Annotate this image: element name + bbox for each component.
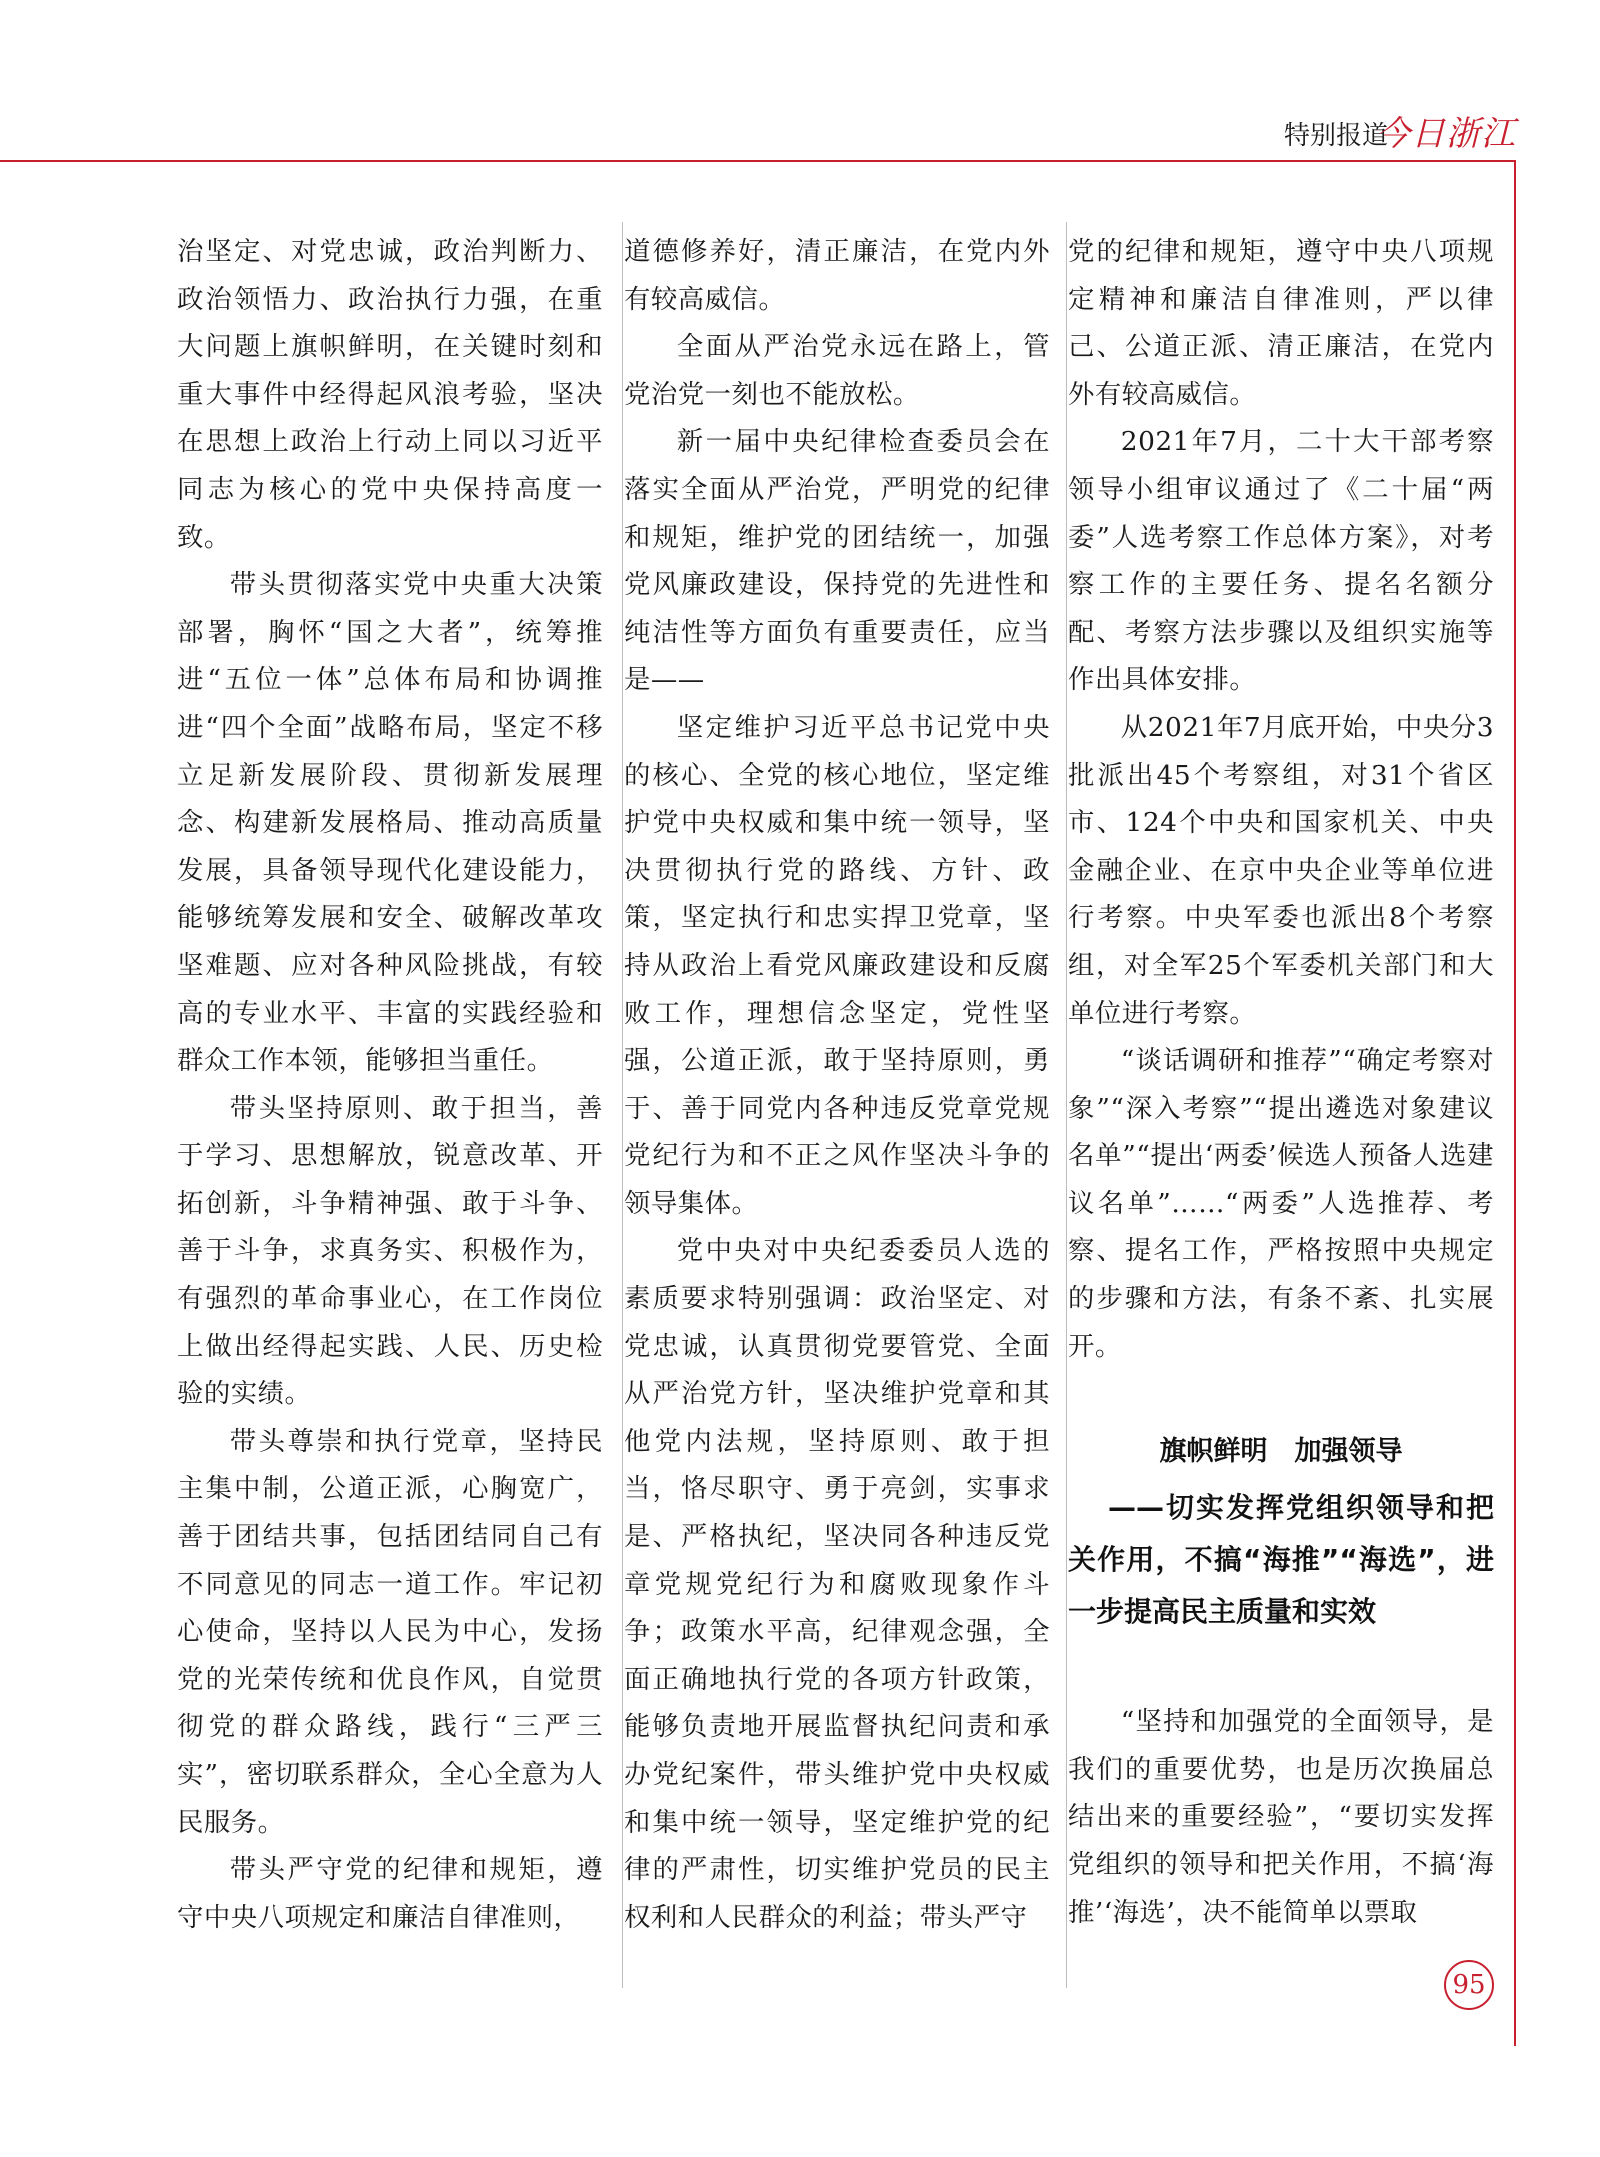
column-divider-1 bbox=[622, 222, 623, 1988]
text-column-1 bbox=[177, 228, 603, 1941]
page-header bbox=[0, 0, 1600, 170]
magazine-logo: 今日浙江 bbox=[1376, 114, 1516, 154]
paragraph: 带头坚持原则、敢于担当，善于学习、思想解放，锐意改革、开拓创新，斗争精神强、敢于斗争、善于斗争，求真务实、积极作为，有强烈的革命事业心，在工作岗位上做出经得起实践、人民、历史检验的实绩。 bbox=[177, 1092, 603, 1410]
page-number: 95 bbox=[1444, 1960, 1494, 2010]
paragraph: 带头严守党的纪律和规矩，遵守中央八项规定和廉洁自律准则， bbox=[177, 1854, 603, 1933]
paragraph: 坚定维护习近平总书记党中央的核心、全党的核心地位，坚定维护党中央权威和集中统一领导，坚决贯彻执行党的路线、方针、政策，坚定执行和忠实捍卫党章，坚持从政治上看党风廉政建设和反腐败工作，理想信念坚定，党性坚强，公道正派，敢于坚持原则，勇于、善于同党内各种违反党章党规党纪行为和不正之风作坚决斗争的领导集体。 bbox=[624, 711, 1050, 1219]
paragraph: “谈话调研和推荐”“确定考察对象”“深入考察”“提出遴选对象建议名单”“提出‘两委’候选人预备人选建议名单”……“两委”人选推荐、考察、提名工作，严格按照中央规定的步骤和方法，有条不紊、扎实展开。 bbox=[1068, 1045, 1494, 1362]
text-column-2 bbox=[624, 228, 1050, 1941]
paragraph: 党中央对中央纪委委员人选的素质要求特别强调：政治坚定、对党忠诚，认真贯彻党要管党、全面从严治党方针，坚决维护党章和其他党内法规，坚持原则、敢于担当，恪尽职守、勇于亮剑，实事求是、严格执纪，坚决同各种违反党章党规党纪行为和腐败现象作斗争；政策水平高，纪律观念强，全面正确地执行党的各项方针政策，能够负责地开展监督执纪问责和承办党纪案件，带头维护党中央权威和集中统一领导，坚定维护党的纪律的严肃性，切实维护党员的民主权利和人民群众的利益；带头严守 bbox=[624, 1235, 1050, 1933]
paragraph: 全面从严治党永远在路上，管党治党一刻也不能放松。 bbox=[624, 331, 1050, 410]
section-subtitle-text: ——切实发挥党组织领导和把关作用，不搞“海推”“海选”，进一步提高民主质量和实效 bbox=[1068, 1491, 1494, 1629]
text-column-3 bbox=[1068, 228, 1494, 1936]
paragraph: 2021年7月，二十大干部考察领导小组审议通过了《二十届“两委”人选考察工作总体方案》，对考察工作的主要任务、提名名额分配、考察方法步骤以及组织实施等作出具体安排。 bbox=[1068, 426, 1494, 696]
section-label: 特别报道 bbox=[1283, 121, 1388, 151]
section-title: 旗帜鲜明 加强领导 bbox=[1159, 1436, 1403, 1468]
paragraph: 党的纪律和规矩，遵守中央八项规定精神和廉洁自律准则，严以律己、公道正派、清正廉洁，在党内外有较高威信。 bbox=[1068, 236, 1494, 410]
section-heading bbox=[1068, 1428, 1494, 1638]
column-divider-2 bbox=[1066, 222, 1067, 1988]
paragraph: 道德修养好，清正廉洁，在党内外有较高威信。 bbox=[624, 236, 1050, 315]
paragraph: 治坚定、对党忠诚，政治判断力、政治领悟力、政治执行力强，在重大问题上旗帜鲜明，在关键时刻和重大事件中经得起风浪考验，坚决在思想上政治上行动上同以习近平同志为核心的党中央保持高度一致。 bbox=[177, 236, 603, 553]
paragraph: “坚持和加强党的全面领导，是我们的重要优势，也是历次换届总结出来的重要经验”，“要切实发挥党组织的领导和把关作用，不搞‘海推’‘海选’，决不能简单以票取 bbox=[1068, 1706, 1494, 1928]
header-rule bbox=[0, 160, 1516, 162]
paragraph: 从2021年7月底开始，中央分3批派出45个考察组，对31个省区市、124个中央和国家机关、中央金融企业、在京中央企业等单位进行考察。中央军委也派出8个考察组，对全军25个军委机关部门和大单位进行考察。 bbox=[1068, 711, 1494, 1029]
paragraph: 新一届中央纪律检查委员会在落实全面从严治党，严明党的纪律和规矩，维护党的团结统一，加强党风廉政建设，保持党的先进性和纯洁性等方面负有重要责任，应当是—— bbox=[624, 426, 1050, 696]
side-rule bbox=[1514, 160, 1516, 2046]
paragraph: 带头尊崇和执行党章，坚持民主集中制，公道正派，心胸宽广，善于团结共事，包括团结同自己有不同意见的同志一道工作。牢记初心使命，坚持以人民为中心，发扬党的光荣传统和优良作风，自觉贯彻党的群众路线，践行“三严三实”，密切联系群众，全心全意为人民服务。 bbox=[177, 1425, 603, 1838]
section-subtitle bbox=[1068, 1482, 1494, 1638]
paragraph: 带头贯彻落实党中央重大决策部署，胸怀“国之大者”，统筹推进“五位一体”总体布局和协调推进“四个全面”战略布局，坚定不移立足新发展阶段、贯彻新发展理念、构建新发展格局、推动高质量发展，具备领导现代化建设能力，能够统筹发展和安全、破解改革攻坚难题、应对各种风险挑战，有较高的专业水平、丰富的实践经验和群众工作本领，能够担当重任。 bbox=[177, 569, 603, 1077]
